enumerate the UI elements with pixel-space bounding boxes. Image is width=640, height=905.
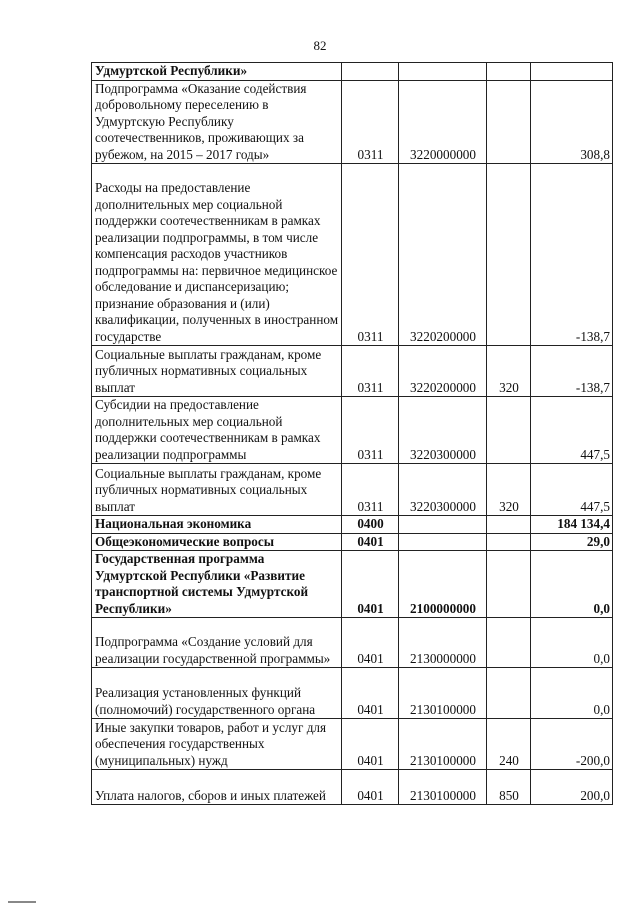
row-name-cell: Социальные выплаты гражданам, кроме публичных нормативных социальных выплат [92, 464, 342, 516]
row-expense-type-cell: 240 [487, 719, 531, 770]
row-section-code-cell: 0401 [342, 551, 399, 618]
row-target-article-cell [399, 533, 487, 551]
table-row [92, 533, 613, 551]
row-name-cell: Расходы на предоставление дополнительных мер социальной поддержки соотечественникам в рамках реализации подпрограммы, в том числе компенсация расходов участников подпрограммы на: первичное медицинское обследование и диспансеризацию; признание образования и (или) квалификации, полученных в иностранном государстве [92, 164, 342, 346]
row-name-cell: Государственная программа Удмуртской Республики «Развитие транспортной системы Удмуртской Республики» [92, 551, 342, 618]
table-row [92, 346, 613, 397]
row-target-article-cell: 3220000000 [399, 80, 487, 164]
row-expense-type-cell: 320 [487, 346, 531, 397]
row-section-code-cell: 0311 [342, 464, 399, 516]
row-name-cell: Подпрограмма «Оказание содействия добровольному переселению в Удмуртскую Республику соотечественников, проживающих за рубежом, на 2015 – 2017 годы» [92, 80, 342, 164]
table-row [92, 464, 613, 516]
row-section-code-cell: 0400 [342, 516, 399, 534]
row-amount-cell [531, 63, 613, 81]
row-section-code-cell: 0401 [342, 618, 399, 668]
row-expense-type-cell: 320 [487, 464, 531, 516]
row-amount-cell: 308,8 [531, 80, 613, 164]
row-section-code-cell: 0311 [342, 346, 399, 397]
row-amount-cell: 447,5 [531, 464, 613, 516]
row-section-code-cell: 0401 [342, 668, 399, 719]
row-amount-cell: 0,0 [531, 551, 613, 618]
row-expense-type-cell [487, 397, 531, 464]
row-expense-type-cell [487, 80, 531, 164]
row-section-code-cell: 0311 [342, 397, 399, 464]
row-target-article-cell [399, 516, 487, 534]
row-amount-cell: -138,7 [531, 346, 613, 397]
scan-mark [8, 901, 36, 903]
row-target-article-cell: 2100000000 [399, 551, 487, 618]
row-expense-type-cell [487, 164, 531, 346]
table-row [92, 668, 613, 719]
row-name-cell: Реализация установленных функций (полномочий) государственного органа [92, 668, 342, 719]
row-expense-type-cell [487, 668, 531, 719]
row-expense-type-cell [487, 618, 531, 668]
row-target-article-cell: 3220200000 [399, 164, 487, 346]
table-row [92, 164, 613, 346]
row-section-code-cell: 0401 [342, 719, 399, 770]
row-amount-cell: 447,5 [531, 397, 613, 464]
row-target-article-cell: 3220300000 [399, 397, 487, 464]
row-name-cell: Иные закупки товаров, работ и услуг для обеспечения государственных (муниципальных) нужд [92, 719, 342, 770]
row-target-article-cell [399, 63, 487, 81]
row-expense-type-cell [487, 516, 531, 534]
row-expense-type-cell: 850 [487, 770, 531, 805]
table-row [92, 618, 613, 668]
table-row [92, 551, 613, 618]
row-name-cell: Удмуртской Республики» [92, 63, 342, 81]
row-target-article-cell: 2130100000 [399, 719, 487, 770]
row-section-code-cell: 0311 [342, 80, 399, 164]
table-row [92, 80, 613, 164]
budget-table [91, 62, 613, 805]
row-amount-cell: 0,0 [531, 618, 613, 668]
table-row [92, 770, 613, 805]
row-expense-type-cell [487, 63, 531, 81]
row-expense-type-cell [487, 551, 531, 618]
row-section-code-cell [342, 63, 399, 81]
row-amount-cell: 29,0 [531, 533, 613, 551]
row-name-cell: Подпрограмма «Создание условий для реализации государственной программы» [92, 618, 342, 668]
row-name-cell: Уплата налогов, сборов и иных платежей [92, 770, 342, 805]
table-row [92, 516, 613, 534]
table-row [92, 63, 613, 81]
row-name-cell: Общеэкономические вопросы [92, 533, 342, 551]
table-row [92, 397, 613, 464]
row-amount-cell: -138,7 [531, 164, 613, 346]
row-target-article-cell: 2130000000 [399, 618, 487, 668]
row-name-cell: Национальная экономика [92, 516, 342, 534]
row-section-code-cell: 0401 [342, 533, 399, 551]
row-target-article-cell: 3220200000 [399, 346, 487, 397]
page-number: 82 [313, 38, 327, 53]
row-amount-cell: -200,0 [531, 719, 613, 770]
row-amount-cell: 200,0 [531, 770, 613, 805]
row-amount-cell: 184 134,4 [531, 516, 613, 534]
row-target-article-cell: 2130100000 [399, 770, 487, 805]
row-target-article-cell: 2130100000 [399, 668, 487, 719]
budget-table-body [92, 63, 613, 805]
row-target-article-cell: 3220300000 [399, 464, 487, 516]
row-section-code-cell: 0401 [342, 770, 399, 805]
row-name-cell: Социальные выплаты гражданам, кроме публичных нормативных социальных выплат [92, 346, 342, 397]
row-name-cell: Субсидии на предоставление дополнительных мер социальной поддержки соотечественникам в рамках реализации подпрограммы [92, 397, 342, 464]
row-expense-type-cell [487, 533, 531, 551]
row-amount-cell: 0,0 [531, 668, 613, 719]
table-row [92, 719, 613, 770]
row-section-code-cell: 0311 [342, 164, 399, 346]
